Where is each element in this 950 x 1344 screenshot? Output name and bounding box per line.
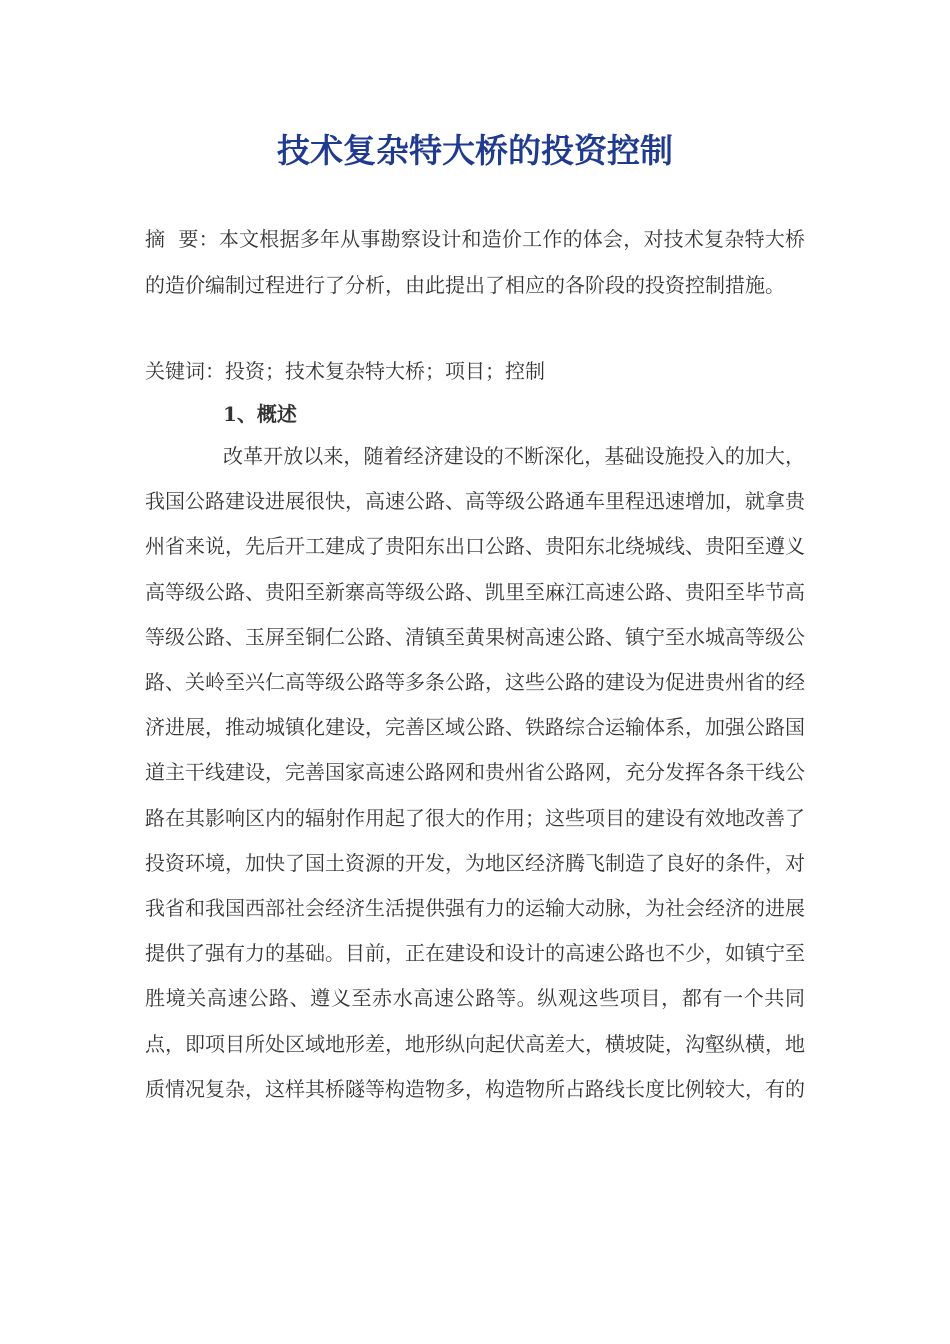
abstract-label: 摘 要：	[145, 227, 219, 251]
keywords	[145, 348, 805, 394]
section-heading: 1、概述	[223, 402, 297, 426]
keywords-label: 关键词：	[145, 359, 225, 383]
body-paragraph: 改革开放以来，随着经济建设的不断深化，基础设施投入的加大，我国公路建设进展很快，高速公路、高等级公路通车里程迅速增加，就拿贵州省来说，先后开工建成了贵阳东出口公路、贵阳东北绕城线、贵阳至遵义高等级公路、贵阳至新寨高等级公路、凯里至麻江高速公路、贵阳至毕节高等级公路、玉屏至铜仁公路、清镇至黄果树高速公路、镇宁至水城高等级公路、关岭至兴仁高等级公路等多条公路，这些公路的建设为促进贵州省的经济进展，推动城镇化建设，完善区域公路、铁路综合运输体系，加强公路国道主干线建设，完善国家高速公路网和贵州省公路网，充分发挥各条干线公路在其影响区内的辐射作用起了很大的作用；这些项目的建设有效地改善了投资环境，加快了国土资源的开发，为地区经济腾飞制造了良好的条件，对我省和我国西部社会经济生活提供强有力的运输大动脉，为社会经济的进展提供了强有力的基础。目前，正在建设和设计的高速公路也不少，如镇宁至胜境关高速公路、遵义至赤水高速公路等。纵观这些项目，都有一个共同点，即项目所处区域地形差，地形纵向起伏高差大，横坡陡，沟壑纵横，地质情况复杂，这样其桥隧等构造物多，构造物所占路线长度比例较大，有的	[145, 444, 805, 1101]
document-title: 技术复杂特大桥的投资控制	[277, 131, 673, 170]
abstract-text: 本文根据多年从事勘察设计和造价工作的体会，对技术复杂特大桥的造价编制过程进行了分析，由此提出了相应的各阶段的投资控制措施。	[145, 227, 806, 297]
abstract	[145, 216, 805, 308]
keywords-text: 投资；技术复杂特大桥；项目；控制	[225, 359, 545, 383]
